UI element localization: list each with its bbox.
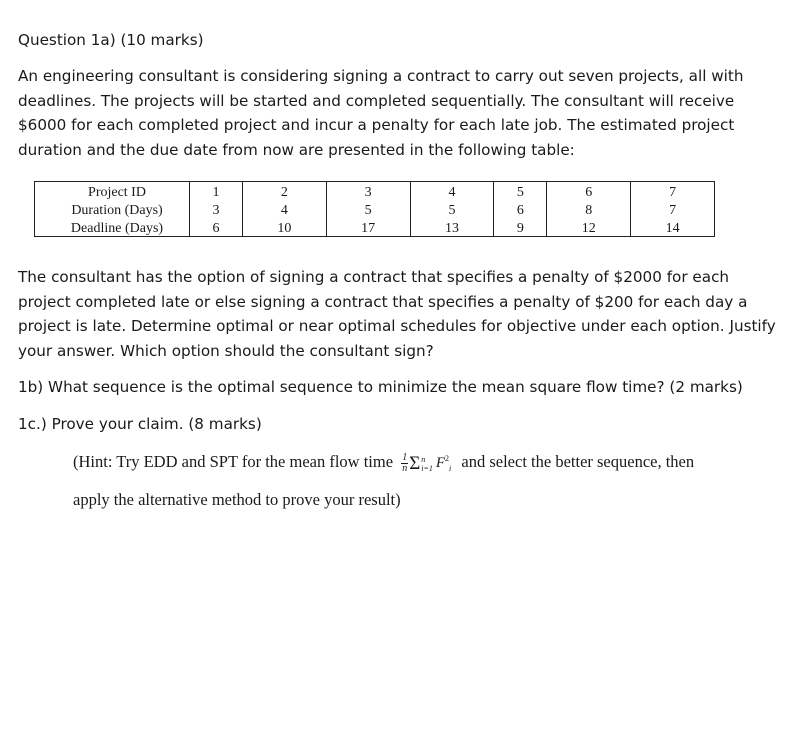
question-1b: 1b) What sequence is the optimal sequence to minimize the mean square flow time? (2 marks) [18, 378, 743, 396]
table-cell: 10 [242, 219, 326, 237]
table-cell: 13 [410, 219, 494, 237]
table-cell: 14 [631, 219, 715, 237]
table-row [35, 182, 715, 202]
row-header: Project ID [35, 182, 190, 202]
table-cell: 7 [631, 201, 715, 219]
table-cell: 2 [242, 182, 326, 202]
project-table [34, 181, 715, 237]
hint-text-before: (Hint: Try EDD and SPT for the mean flow time [73, 452, 394, 471]
table-cell: 5 [326, 201, 410, 219]
fraction-numerator: 1 [402, 452, 408, 464]
hint-text-after: and select the better sequence, then [461, 452, 695, 471]
table-row [35, 201, 715, 219]
sum-upper-limit: n [421, 454, 426, 464]
table-cell: 8 [547, 201, 631, 219]
variable-letter: F [435, 455, 446, 472]
table-cell: 3 [326, 182, 410, 202]
problem-description: An engineering consultant is considering signing a contract to carry out seven projects, all with deadlines. The projects will be started and completed sequentially. The consultant will receive $6000 for each completed project and incur a penalty for each late job. The estimated project duration and the due date from now are presented in the following table: [18, 67, 744, 159]
table-cell: 7 [631, 182, 715, 202]
row-header: Duration (Days) [35, 201, 190, 219]
table-cell: 4 [410, 182, 494, 202]
sigma-symbol: Σ [409, 453, 421, 475]
table-cell: 6 [547, 182, 631, 202]
table-cell: 5 [494, 182, 547, 202]
fraction-denominator: n [402, 463, 408, 475]
table-cell: 5 [410, 201, 494, 219]
hint-line-1 [73, 452, 694, 482]
table-cell: 6 [494, 201, 547, 219]
table-cell: 9 [494, 219, 547, 237]
row-header: Deadline (Days) [35, 219, 190, 237]
table-cell: 4 [242, 201, 326, 219]
hint-line-2: apply the alternative method to prove your result) [73, 490, 401, 509]
mean-square-flow-formula [401, 452, 451, 474]
table-cell: 17 [326, 219, 410, 237]
sum-limits [421, 455, 433, 473]
formula-variable [435, 454, 452, 474]
question-title: Question 1a) (10 marks) [18, 31, 204, 49]
table-cell: 12 [547, 219, 631, 237]
table-cell: 6 [190, 219, 243, 237]
sum-lower-limit: i=1 [421, 463, 433, 473]
formula-fraction [401, 453, 408, 474]
question-1c: 1c.) Prove your claim. (8 marks) [18, 415, 262, 433]
contract-options-paragraph: The consultant has the option of signing a contract that specifies a penalty of $2000 for each project completed late or else signing a contract that specifies a penalty of $200 for each day a project is late. Determine optimal or near optimal schedules for objective under each option. Justify your answer. Which option should the consultant sign? [18, 268, 776, 360]
table-cell: 3 [190, 201, 243, 219]
variable-exponent: 2 [445, 454, 450, 464]
table-cell: 1 [190, 182, 243, 202]
table-row [35, 219, 715, 237]
variable-index: i [449, 464, 452, 474]
